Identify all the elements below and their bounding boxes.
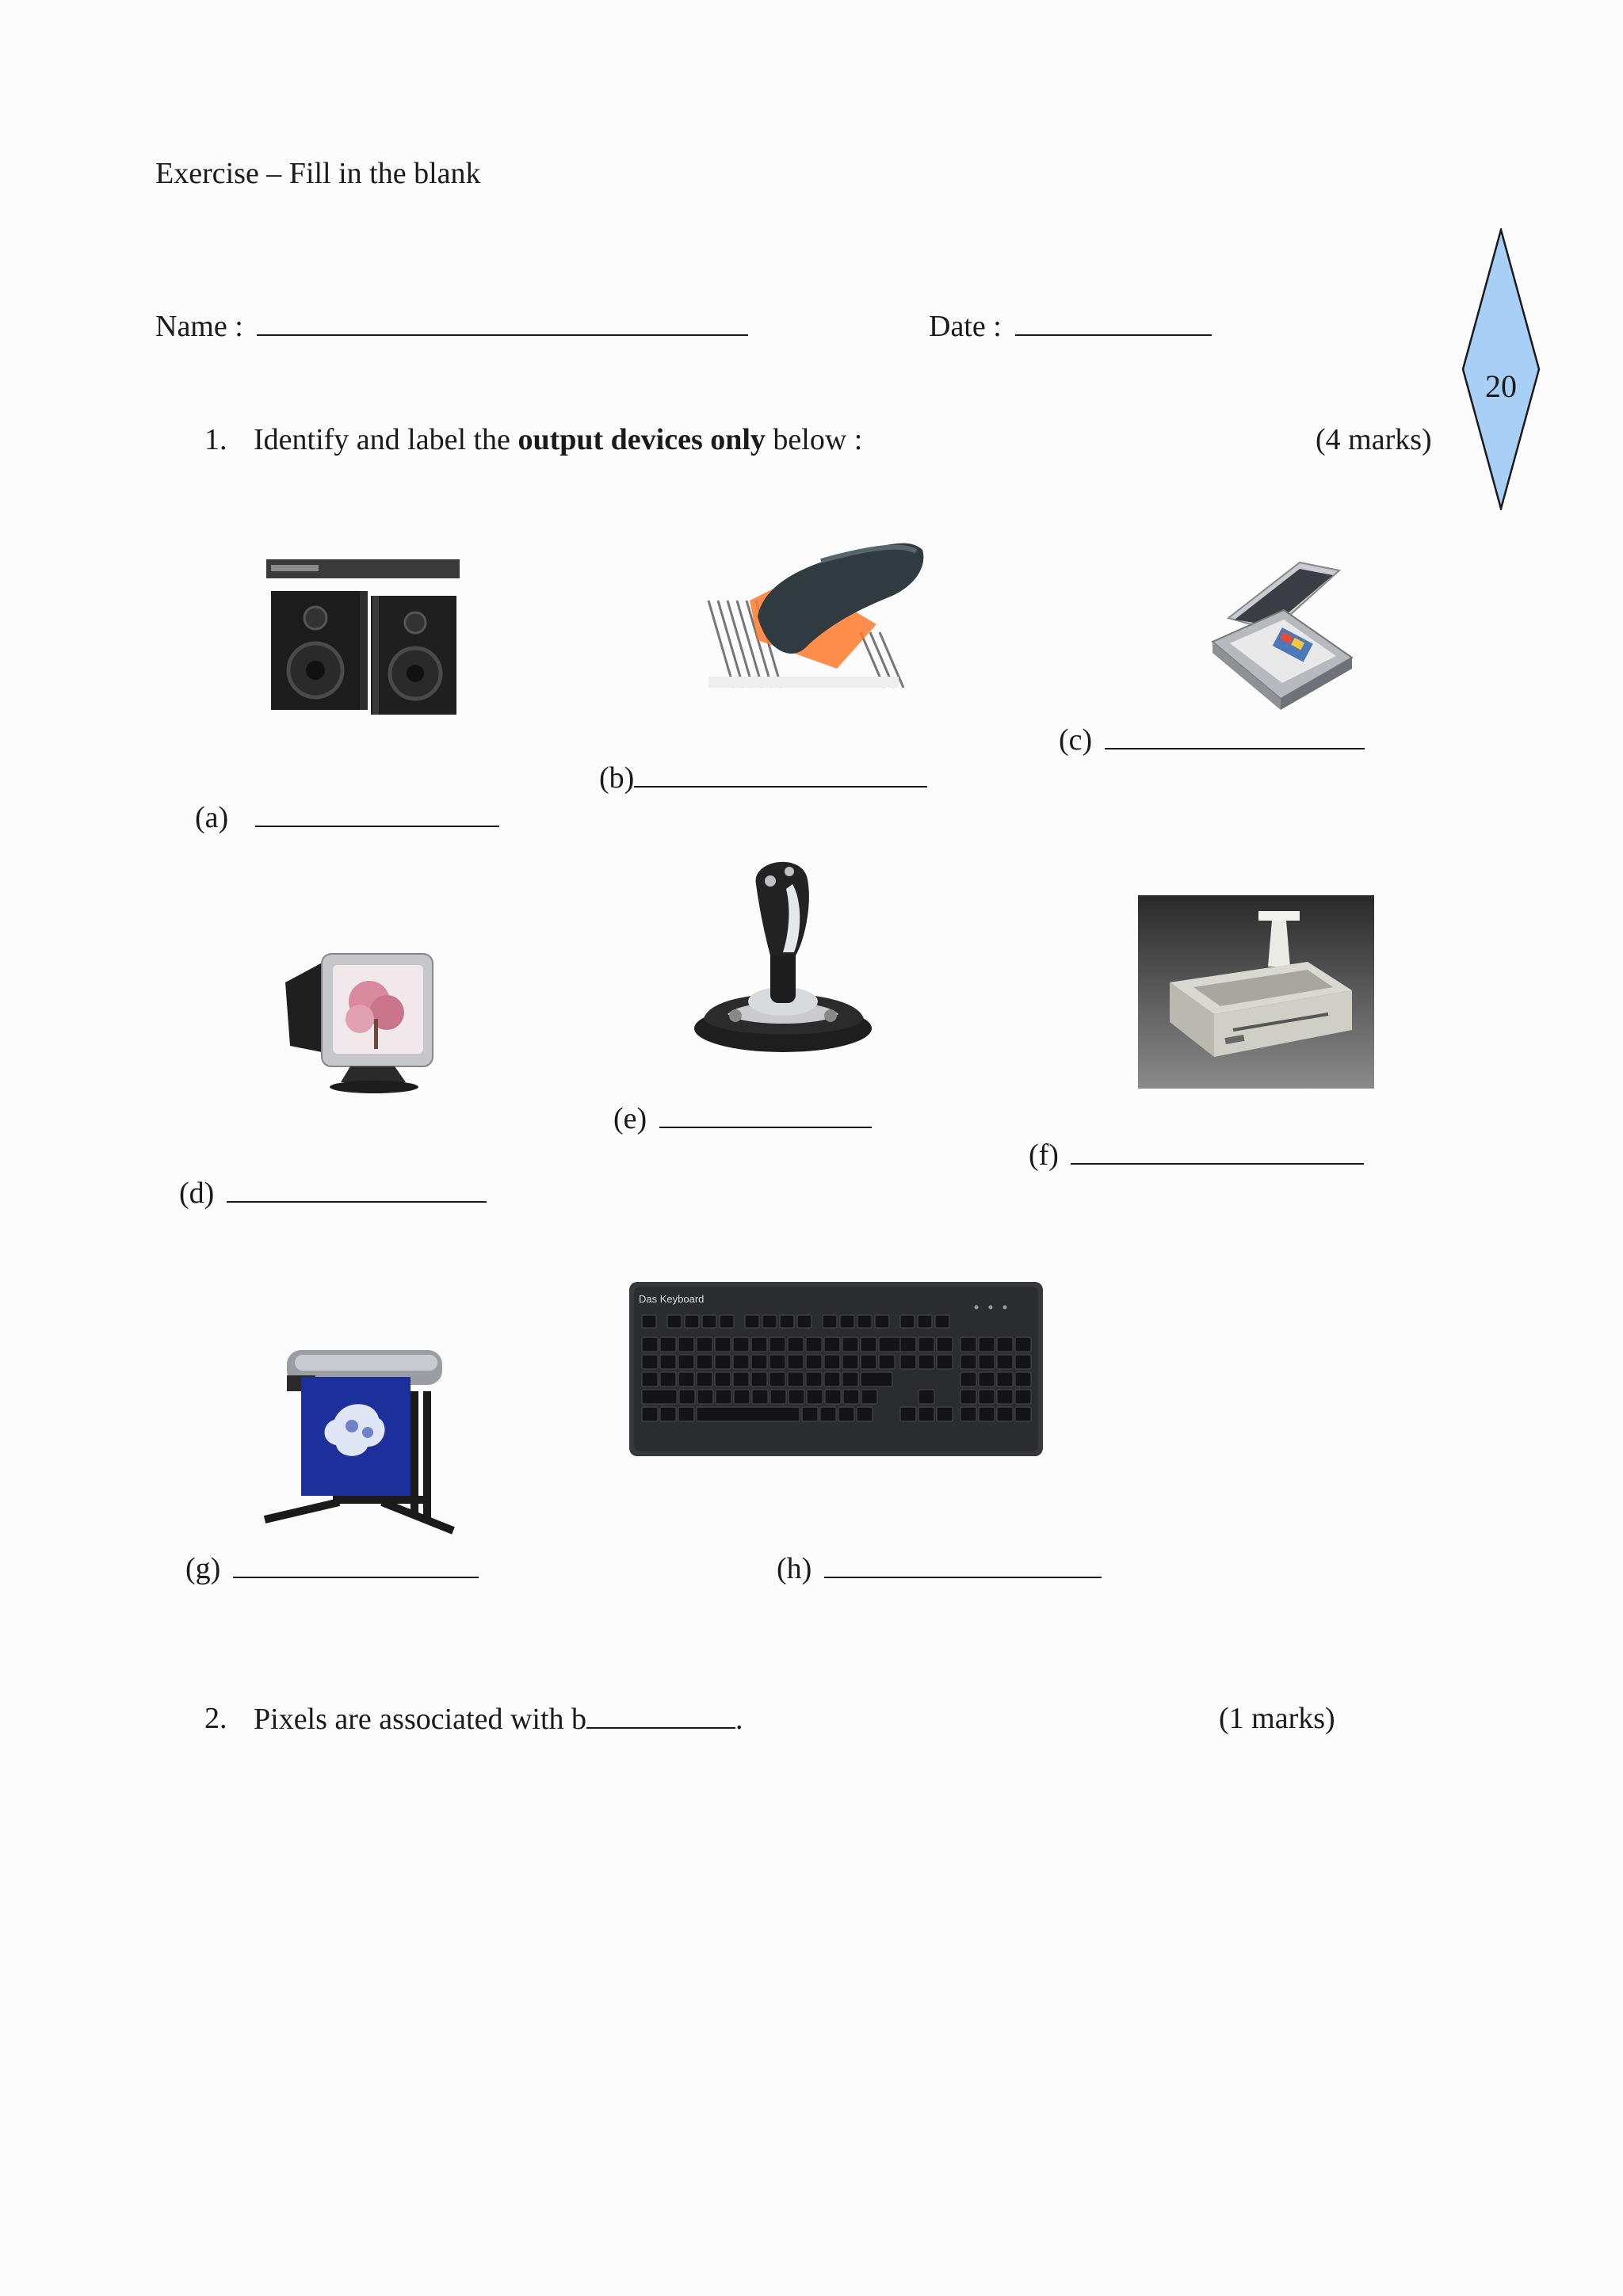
item-c[interactable] bbox=[1059, 724, 1365, 755]
item-c-blank[interactable] bbox=[1105, 724, 1365, 749]
item-b-blank[interactable] bbox=[634, 762, 927, 788]
item-g-blank[interactable] bbox=[233, 1553, 479, 1578]
name-field[interactable] bbox=[155, 311, 748, 341]
item-d-blank[interactable] bbox=[227, 1177, 487, 1203]
item-a[interactable] bbox=[195, 802, 499, 833]
q1-text-before: Identify and label the bbox=[254, 423, 518, 456]
speakers-icon bbox=[265, 558, 461, 719]
name-blank[interactable] bbox=[257, 311, 748, 336]
joystick-icon bbox=[688, 852, 878, 1058]
name-label: Name : bbox=[155, 310, 243, 343]
q2-blank[interactable] bbox=[586, 1703, 735, 1729]
item-e[interactable] bbox=[613, 1103, 872, 1134]
date-field[interactable] bbox=[929, 311, 1212, 341]
q1-prompt bbox=[254, 425, 862, 455]
date-label: Date : bbox=[929, 310, 1002, 343]
score-value: 20 bbox=[1485, 368, 1517, 404]
item-b-label: (b) bbox=[599, 761, 635, 795]
dot-matrix-printer-icon bbox=[1138, 895, 1374, 1089]
q1-text-after: below : bbox=[765, 423, 863, 456]
item-c-label: (c) bbox=[1059, 723, 1093, 757]
item-e-label: (e) bbox=[613, 1102, 647, 1135]
item-f-blank[interactable] bbox=[1071, 1139, 1364, 1165]
item-h-label: (h) bbox=[777, 1552, 812, 1585]
item-f[interactable] bbox=[1029, 1139, 1364, 1170]
keyboard-brand: Das Keyboard bbox=[639, 1293, 705, 1305]
item-g-label: (g) bbox=[185, 1552, 221, 1585]
item-d[interactable] bbox=[179, 1177, 487, 1208]
item-h[interactable] bbox=[777, 1553, 1102, 1584]
q1-marks: (4 marks) bbox=[1316, 423, 1432, 456]
flatbed-scanner-icon bbox=[1197, 555, 1355, 713]
q2-number: 2. bbox=[204, 1702, 227, 1735]
item-h-blank[interactable] bbox=[824, 1553, 1102, 1578]
keyboard-icon bbox=[628, 1280, 1044, 1458]
item-d-label: (d) bbox=[179, 1177, 215, 1210]
crt-monitor-icon bbox=[274, 943, 437, 1098]
worksheet-title: Exercise – Fill in the blank bbox=[155, 157, 481, 190]
date-blank[interactable] bbox=[1015, 311, 1212, 336]
q2-text: Pixels are associated with b bbox=[254, 1703, 587, 1736]
q1-number: 1. bbox=[204, 423, 227, 456]
item-b[interactable] bbox=[599, 762, 927, 793]
item-a-blank[interactable] bbox=[255, 802, 499, 827]
q2-prompt[interactable] bbox=[254, 1703, 743, 1734]
item-a-label: (a) bbox=[195, 801, 229, 834]
item-g[interactable] bbox=[185, 1553, 479, 1584]
plotter-icon bbox=[263, 1344, 460, 1540]
q2-end: . bbox=[735, 1703, 743, 1736]
item-f-label: (f) bbox=[1029, 1138, 1059, 1172]
item-e-blank[interactable] bbox=[659, 1103, 872, 1128]
q2-marks: (1 marks) bbox=[1219, 1702, 1335, 1735]
barcode-scanner-icon bbox=[702, 529, 927, 692]
q1-text-bold: output devices only bbox=[517, 423, 766, 456]
